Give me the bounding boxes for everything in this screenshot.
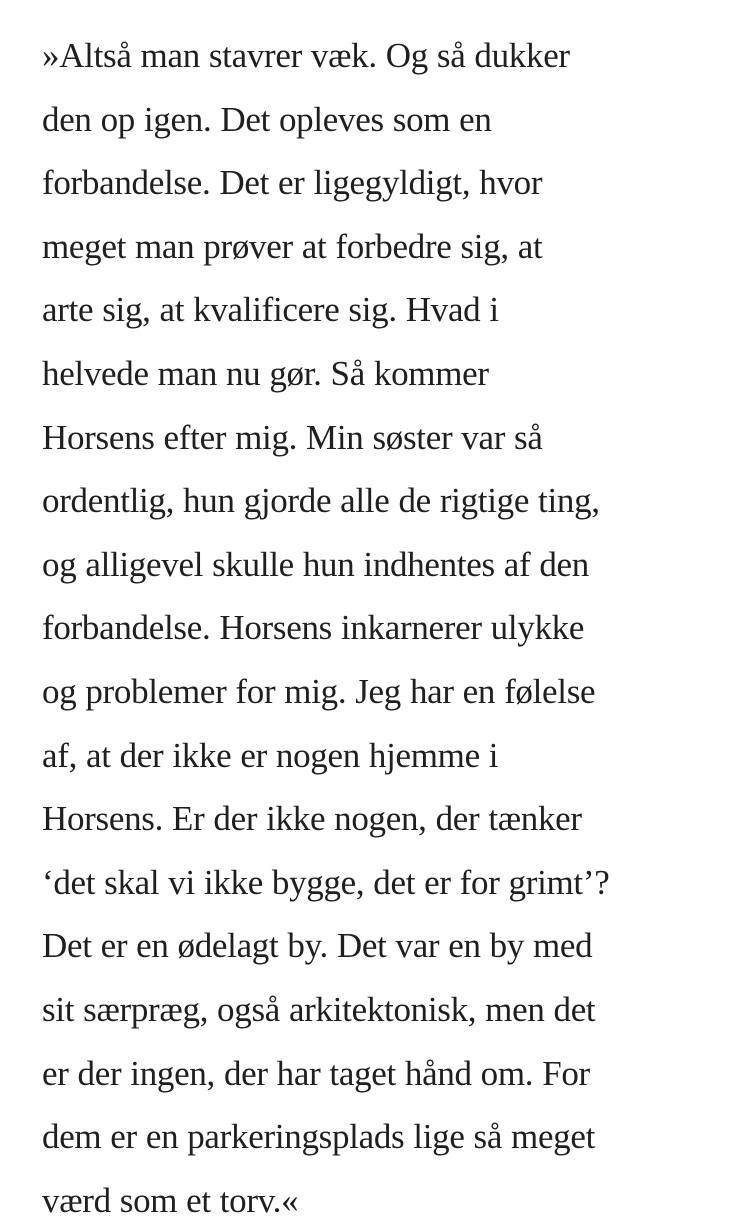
- article-quote: [42, 24, 732, 1232]
- text-line: forbandelse. Det er ligegyldigt, hvor: [42, 163, 543, 203]
- text-line: ordentlig, hun gjorde alle de rigtige ting,: [42, 481, 600, 521]
- text-line: Horsens. Er der ikke nogen, der tænker: [42, 799, 582, 839]
- text-line: værd som et torv.«: [42, 1180, 299, 1220]
- text-line: forbandelse. Horsens inkarnerer ulykke: [42, 608, 585, 648]
- text-line: dem er en parkeringsplads lige så meget: [42, 1117, 596, 1157]
- text-line: sit særpræg, også arkitektonisk, men det: [42, 989, 596, 1029]
- text-line: »Altså man stavrer væk. Og så dukker: [42, 36, 570, 75]
- text-line: Horsens efter mig. Min søster var så: [42, 417, 543, 457]
- text-line: Det er en ødelagt by. Det var en by med: [42, 926, 593, 966]
- text-line: helvede man nu gør. Så kommer: [42, 353, 489, 393]
- text-line: ‘det skal vi ikke bygge, det er for grimt’?: [42, 862, 610, 902]
- text-line: den op igen. Det opleves som en: [42, 99, 492, 139]
- text-line: er der ingen, der har taget hånd om. For: [42, 1053, 590, 1093]
- text-line: og problemer for mig. Jeg har en følelse: [42, 671, 596, 711]
- text-line: af, at der ikke er nogen hjemme i: [42, 735, 499, 775]
- text-line: og alligevel skulle hun indhentes af den: [42, 544, 589, 584]
- text-line: meget man prøver at forbedre sig, at: [42, 226, 543, 266]
- text-line: arte sig, at kvalificere sig. Hvad i: [42, 290, 499, 330]
